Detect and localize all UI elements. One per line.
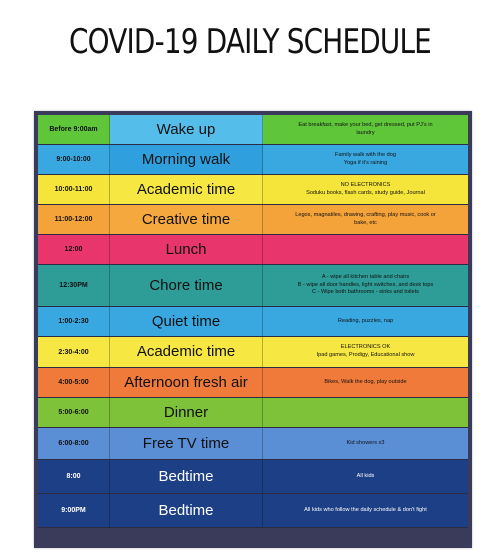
detail-line: NO ELECTRONICS [340, 181, 391, 188]
row-time: 4:00-5:00 [38, 368, 110, 397]
detail-line: Reading, puzzles, nap [337, 317, 394, 324]
row-details [263, 205, 468, 234]
schedule-table [34, 111, 472, 548]
schedule-row [38, 494, 468, 528]
detail-line: ELECTRONICS OK [340, 344, 391, 351]
schedule-row [38, 175, 468, 205]
row-time: 6:00-8:00 [38, 428, 110, 459]
row-time: 10:00-11:00 [38, 175, 110, 204]
row-details [263, 494, 468, 527]
schedule-row [38, 265, 468, 307]
row-activity: Afternoon fresh air [110, 368, 263, 397]
row-details [263, 460, 468, 493]
row-time: 11:00-12:00 [38, 205, 110, 234]
detail-line: Eat breakfast, make your bed, get dressed, put PJ's in [298, 121, 433, 128]
row-time: 1:00-2:30 [38, 307, 110, 336]
row-activity: Chore time [110, 265, 263, 306]
detail-line: Yoga if it's raining [343, 159, 388, 166]
row-time: Before 9:00am [38, 115, 110, 144]
schedule-row [38, 205, 468, 235]
row-activity: Academic time [110, 337, 263, 367]
detail-line: C - Wipe both bathrooms - sinks and toilets [312, 289, 419, 296]
schedule-row [38, 398, 468, 428]
row-activity: Academic time [110, 175, 263, 204]
detail-line: Ipad games, Prodigy, Educational show [316, 352, 415, 358]
row-activity: Creative time [110, 205, 263, 234]
detail-line: laundry [356, 129, 375, 136]
schedule-row [38, 307, 468, 337]
detail-line: All kids who follow the daily schedule & don't fight [304, 506, 427, 513]
row-details [263, 337, 468, 367]
page-title: COVID-19 DAILY SCHEDULE [68, 22, 431, 62]
row-details [263, 235, 468, 264]
detail-line: A - wipe all kitchen table and chairs [321, 274, 410, 281]
schedule-row [38, 337, 468, 368]
detail-line: bake, etc [354, 219, 377, 226]
row-time: 12:30PM [38, 265, 110, 306]
row-activity: Quiet time [110, 307, 263, 336]
detail-line: Soduku books, flash cards, study guide, Journal [306, 189, 425, 196]
row-details [263, 145, 468, 174]
row-time: 9:00PM [38, 494, 110, 527]
row-activity: Dinner [110, 398, 263, 427]
row-time: 5:00-6:00 [38, 398, 110, 427]
row-activity: Morning walk [110, 145, 263, 174]
detail-line: Legos, magnatiles, drawing, crafting, play music, cook or [295, 211, 436, 218]
detail-line: Bikes, Walk the dog, play outside [324, 378, 407, 385]
schedule-row [38, 145, 468, 175]
row-activity: Bedtime [110, 494, 263, 527]
row-time: 12:00 [38, 235, 110, 264]
row-activity: Wake up [110, 115, 263, 144]
row-details [263, 368, 468, 397]
row-details [263, 265, 468, 306]
detail-line: Family walk with the dog [335, 151, 396, 158]
row-details [263, 398, 468, 427]
row-details [263, 428, 468, 459]
row-details [263, 175, 468, 204]
schedule-row [38, 235, 468, 265]
schedule-row [38, 368, 468, 398]
detail-line: All kids [356, 472, 375, 479]
detail-line: B - wipe all door handles, light switches, and desk tops [297, 281, 434, 288]
row-details [263, 307, 468, 336]
schedule-row [38, 115, 468, 145]
row-time: 9:00-10:00 [38, 145, 110, 174]
schedule-row [38, 460, 468, 494]
row-activity: Lunch [110, 235, 263, 264]
row-time: 2:30-4:00 [38, 337, 110, 367]
schedule-row [38, 428, 468, 460]
row-activity: Bedtime [110, 460, 263, 493]
row-activity: Free TV time [110, 428, 263, 459]
row-details [263, 115, 468, 144]
detail-line: Kid showers x3 [346, 439, 385, 446]
row-time: 8:00 [38, 460, 110, 493]
